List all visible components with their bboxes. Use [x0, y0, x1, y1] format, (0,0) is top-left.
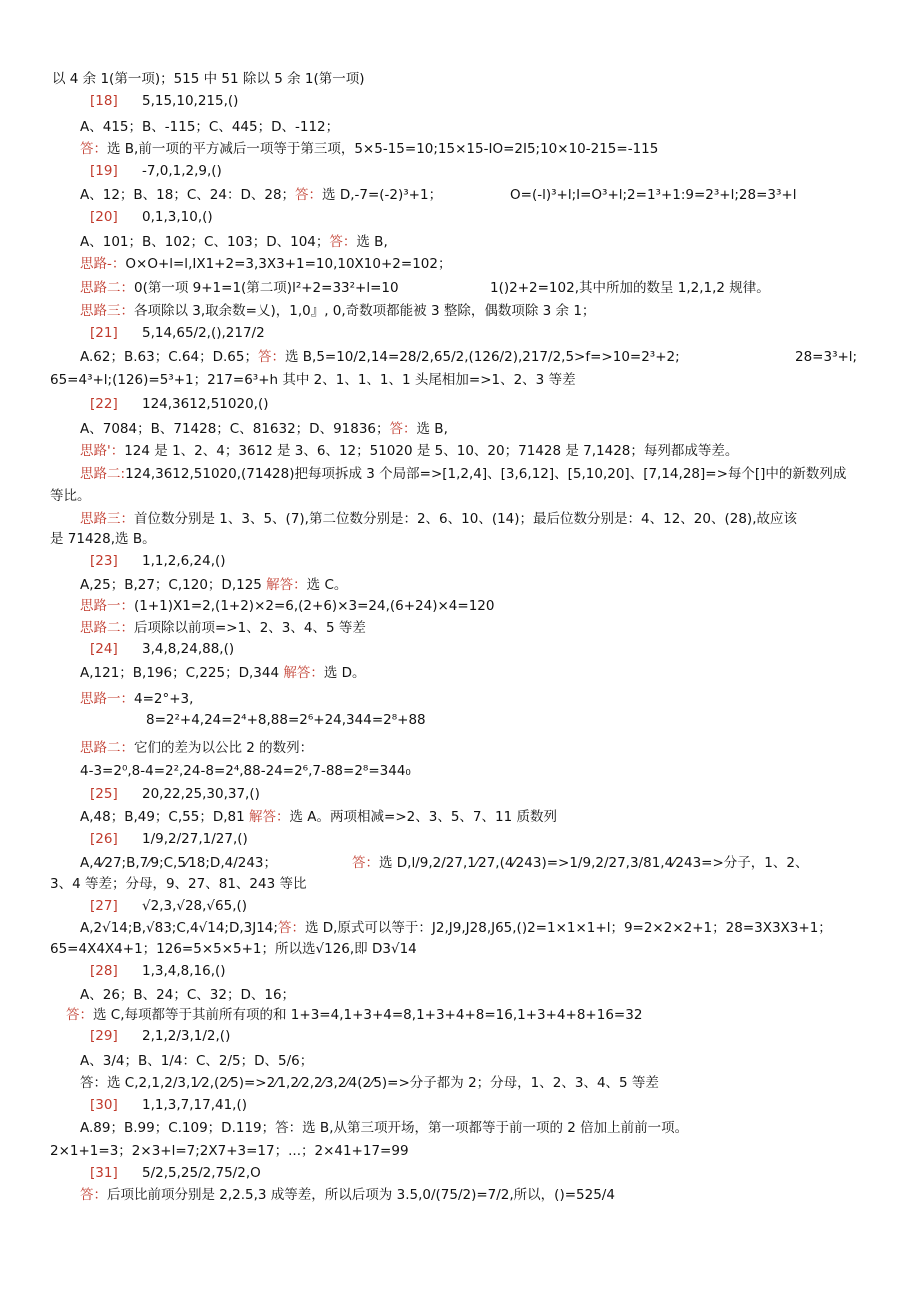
thought-2-continued: 1()2+2=102,其中所加的数呈 1,2,1,2 规律。 — [490, 280, 770, 296]
question-18 — [90, 92, 238, 110]
answer-continued: 65=4³+l;(126)=5³+1；217=6³+h 其中 2、1、1、1、1 头尾相加=>1、2、3 等差 — [50, 372, 576, 388]
options: A,121；B,196；C,225；D,344 — [80, 665, 280, 681]
question-sequence: 1,1,2,6,24,() — [142, 553, 226, 569]
thought-text: 124 是 1、2、4；3612 是 3、6、12；51020 是 5、10、20；71428 是 7,1428；每列都成等差。 — [124, 443, 739, 459]
question-number: [24] — [90, 641, 118, 657]
question-number: [28] — [90, 963, 118, 979]
thought-1 — [80, 690, 193, 708]
answer-label: 答： — [80, 141, 107, 157]
question-sequence: 1,3,4,8,16,() — [142, 963, 226, 979]
answer-text: 选 B,前一项的平方减后一项等于第三项，5×5-15=10;15×15-IO=2I5;10×10-215=-115 — [107, 141, 659, 157]
question-number: [25] — [90, 786, 118, 802]
answer-label: 解答： — [266, 577, 307, 593]
question-29 — [90, 1027, 230, 1045]
question-number: [27] — [90, 898, 118, 914]
answer-label: 答： — [80, 1187, 107, 1203]
options-answer-27 — [80, 919, 832, 937]
answer-text: 选 B, — [356, 234, 388, 250]
thought-1 — [80, 255, 451, 273]
thought-2 — [80, 465, 846, 483]
question-21 — [90, 324, 265, 342]
question-20 — [90, 208, 213, 226]
thought-text: O×O+l=l,IX1+2=3,3X3+1=10,10X10+2=102； — [125, 256, 452, 272]
thought-label: 思路二： — [80, 740, 134, 756]
thought-label: 思路二： — [80, 620, 134, 636]
thought-label: 思路二: — [80, 466, 126, 482]
thought-2 — [80, 279, 399, 297]
answer-label: 解答： — [249, 809, 290, 825]
question-25 — [90, 785, 260, 803]
question-sequence: 5,15,10,215,() — [142, 93, 239, 109]
thought-2 — [80, 619, 366, 637]
answer-label: 答： — [389, 421, 417, 437]
question-number: [22] — [90, 396, 118, 412]
question-22 — [90, 395, 268, 413]
options-answer-21 — [80, 348, 680, 366]
answer-label: 解答： — [283, 665, 324, 681]
answer-continued: 3、4 等差；分母，9、27、81、243 等比 — [50, 876, 307, 892]
answer-label: 答： — [277, 920, 305, 936]
question-sequence: 3,4,8,24,88,() — [142, 641, 235, 657]
answer-18 — [80, 140, 658, 158]
answer-continued: 28=3³+l; — [795, 349, 858, 365]
thought-label: 思路三： — [80, 303, 134, 319]
answer-label: 答： — [257, 349, 285, 365]
answer-29 — [80, 1074, 659, 1092]
thought-2 — [80, 739, 313, 757]
options: A、12；B、18；C、24：D、28； — [80, 187, 296, 203]
options: A,2√14;B,√83;C,4√14;D,3J14; — [80, 920, 278, 936]
answer-text: 选 A。两项相减=>2、3、5、7、11 质数列 — [289, 809, 557, 825]
options-28: A、26；B、24；C、32；D、16； — [80, 987, 296, 1003]
thought-1 — [80, 597, 494, 615]
thought-2-continued: 等比。 — [50, 488, 91, 504]
answer-text: 选 D,l/9,2/27,1⁄27,(4⁄243)=>1/9,2/27,3/81,4⁄243=>分子，1、2、 — [379, 855, 809, 871]
answer-text: 后项比前项分别是 2,2.5,3 成等差，所以后项为 3.5,0/(75/2)=7/2,所以，()=525/4 — [107, 1187, 615, 1203]
question-sequence: 0,1,3,10,() — [142, 209, 213, 225]
options-29: A、3/4；B、1/4：C、2/5；D、5/6； — [80, 1053, 314, 1069]
answer-text: 选 D,原式可以等于：J2,J9,J28,J65,()2=1×1×1+l；9=2×2×2+1；28=3X3X3+1； — [304, 920, 832, 936]
text-line: 以 4 余 1(第一项)；515 中 51 除以 5 余 1(第一项) — [52, 71, 365, 87]
thought-text: 各项除以 3,取余数=乂)，1,0』, 0,奇数项都能被 3 整除，偶数项除 3 余 1； — [134, 303, 596, 319]
question-24 — [90, 640, 234, 658]
question-number: [18] — [90, 93, 118, 109]
options-answer-23 — [80, 576, 347, 594]
answer-text: 选 B, — [416, 421, 448, 437]
answer-continued: 65=4X4X4+1；126=5×5×5+1；所以选√126,即 D3√14 — [50, 941, 417, 957]
question-23 — [90, 552, 226, 570]
options: A、101；B、102；C、103；D、104； — [80, 234, 330, 250]
options: A.89；B.99；C.109；D.119； — [80, 1120, 276, 1136]
options-answer-30 — [80, 1119, 688, 1137]
answer-text: 选 C,每项都等于其前所有项的和 1+3=4,1+3+4=8,1+3+4+8=16,1+3+4+8+16=32 — [93, 1007, 643, 1023]
thought-text: (1+1)X1=2,(1+2)×2=6,(2+6)×3=24,(6+24)×4=120 — [134, 598, 495, 614]
options-answer-25 — [80, 808, 557, 826]
options: A.62；B.63；C.64；D.65； — [80, 349, 258, 365]
question-number: [26] — [90, 831, 118, 847]
thought-text: 4=2°+3, — [134, 691, 194, 707]
answer-text: 选 C。 — [306, 577, 348, 593]
thought-3-continued: 是 71428,选 B。 — [50, 531, 156, 547]
answer-label: 答： — [80, 1075, 107, 1091]
question-19 — [90, 162, 222, 180]
thought-3 — [80, 510, 797, 528]
answer-continued: O=(-l)³+l;I=O³+l;2=1³+1:9=2³+l;28=3³+l — [510, 187, 797, 203]
question-number: [23] — [90, 553, 118, 569]
question-sequence: 20,22,25,30,37,() — [142, 786, 260, 802]
question-28 — [90, 962, 226, 980]
question-30 — [90, 1096, 247, 1114]
answer-text: 选 D,-7=(-2)³+1； — [322, 187, 443, 203]
thought-label: 思路三： — [80, 511, 134, 527]
options-answer-19 — [80, 186, 442, 204]
thought-label: 思路-： — [80, 256, 126, 272]
question-sequence: 5/2,5,25/2,75/2,O — [142, 1165, 261, 1181]
options-26: A,4⁄27;B,7⁄9;C,5⁄18;D,4/243； — [80, 855, 278, 871]
question-sequence: 124,3612,51020,() — [142, 396, 269, 412]
thought-text: 0(第一项 9+1=1(第二项)l²+2=33²+l=10 — [134, 280, 399, 296]
thought-text: 首位数分别是 1、3、5、(7),第二位数分别是：2、6、10、(14)；最后位数分别是：4、12、20、(28),故应该 — [134, 511, 797, 527]
question-sequence: 1,1,3,7,17,41,() — [142, 1097, 247, 1113]
thought-text: 124,3612,51020,(71428)把每项拆成 3 个局部=>[1,2,4]、[3,6,12]、[5,10,20]、[7,14,28]=>每个[]中的新数列成 — [125, 466, 847, 482]
question-number: [20] — [90, 209, 118, 225]
answer-label: 答： — [352, 855, 379, 871]
answer-label: 答： — [275, 1120, 303, 1136]
answer-26 — [352, 854, 809, 872]
answer-31 — [80, 1186, 615, 1204]
options: A,25；B,27；C,120；D,125 — [80, 577, 262, 593]
question-sequence: 5,14,65/2,(),217/2 — [142, 325, 265, 341]
answer-label: 答： — [295, 187, 323, 203]
question-number: [21] — [90, 325, 118, 341]
question-number: [31] — [90, 1165, 118, 1181]
answer-text: 选 D。 — [323, 665, 366, 681]
question-27 — [90, 897, 247, 915]
thought-label: 思路二： — [80, 280, 134, 296]
options: A,48；B,49；C,55；D,81 — [80, 809, 245, 825]
answer-label: 答： — [329, 234, 357, 250]
answer-label: 答： — [66, 1007, 93, 1023]
options-answer-22 — [80, 420, 448, 438]
thought-1 — [80, 442, 738, 460]
answer-continued: 2×1+1=3；2×3+l=7;2X7+3=17；...；2×41+17=99 — [50, 1143, 409, 1159]
options-18: A、415；B、-115；C、445；D、-112； — [80, 119, 340, 135]
thought-3 — [80, 302, 595, 320]
question-26 — [90, 830, 248, 848]
question-number: [19] — [90, 163, 118, 179]
question-sequence: 2,1,2/3,1/2,() — [142, 1028, 231, 1044]
thought-label: 思路一： — [80, 691, 134, 707]
answer-28 — [66, 1006, 642, 1024]
thought-text: 后项除以前项=>1、2、3、4、5 等差 — [134, 620, 366, 636]
thought-text: 它们的差为以公比 2 的数列： — [134, 740, 314, 756]
thought-1-continued: 8=2²+4,24=2⁴+8,88=2⁶+24,344=2⁸+88 — [146, 712, 426, 728]
thought-label: 思路'： — [80, 443, 125, 459]
answer-text: 选 C,2,1,2/3,1⁄2,(2⁄5)=>2⁄1,2⁄2,2⁄3,2⁄4(2⁄5)=>分子都为 2；分母，1、2、3、4、5 等差 — [107, 1075, 659, 1091]
options-answer-24 — [80, 664, 366, 682]
thought-label: 思路一： — [80, 598, 134, 614]
answer-text: 选 B,5=10/2,14=28/2,65/2,(126/2),217/2,5>f=>10=2³+2; — [284, 349, 680, 365]
question-sequence: 1/9,2/27,1/27,() — [142, 831, 248, 847]
thought-2-continued: 4-3=2⁰,8-4=2²,24-8=2⁴,88-24=2⁶,7-88=2⁸=344₀ — [80, 763, 411, 779]
question-sequence: -7,0,1,2,9,() — [142, 163, 222, 179]
question-sequence: √2,3,√28,√65,() — [142, 898, 248, 914]
question-number: [30] — [90, 1097, 118, 1113]
answer-text: 选 B,从第三项开场，第一项都等于前一项的 2 倍加上前前一项。 — [302, 1120, 689, 1136]
question-number: [29] — [90, 1028, 118, 1044]
options-answer-20 — [80, 233, 388, 251]
options: A、7084；B、71428；C、81632；D、91836； — [80, 421, 390, 437]
question-31 — [90, 1164, 261, 1182]
